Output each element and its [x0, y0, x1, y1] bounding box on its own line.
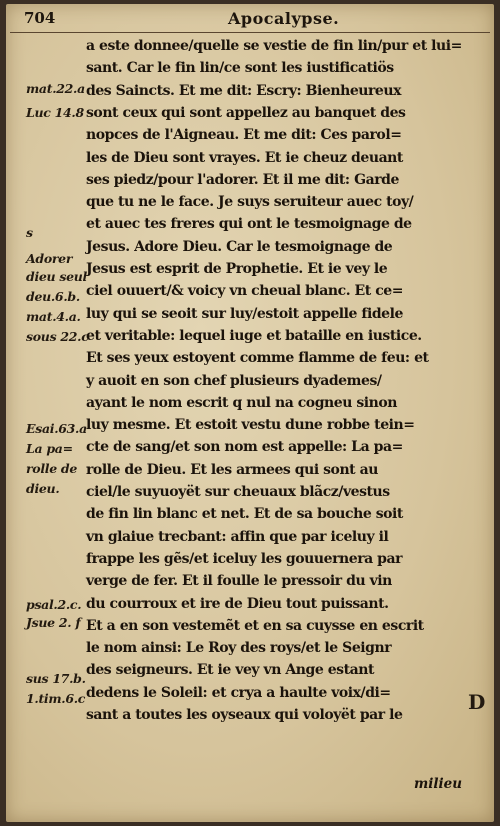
- margin-note: Esai.63.a: [26, 421, 87, 436]
- text-line: les de Dieu sont vrayes. Et ie cheuz deuant: [86, 149, 403, 166]
- margin-note: mat.22.a: [26, 81, 85, 96]
- text-line: luy mesme. Et estoit vestu dune robbe tein=: [86, 417, 415, 434]
- margin-note: dieu.: [26, 481, 60, 496]
- text-line: et auec tes freres qui ont le tesmoignage de: [86, 216, 412, 233]
- text-line: Jesus. Adore Dieu. Car le tesmoignage de: [86, 238, 393, 255]
- margin-note: La pa=: [26, 441, 73, 456]
- margin-note: dieu seul: [26, 269, 88, 284]
- text-line: des seigneurs. Et ie vey vn Ange estant: [86, 662, 375, 679]
- text-line: vn glaiue trecbant: affin que par iceluy il: [86, 528, 389, 545]
- text-line: ciel ouuert/& voicy vn cheual blanc. Et ce=: [86, 283, 404, 300]
- text-line: des Saincts. Et me dit: Escry: Bienheureux: [86, 82, 402, 99]
- text-line: nopces de l'Aigneau. Et me dit: Ces parol=: [86, 127, 402, 144]
- text-line: dedens le Soleil: et crya a haulte voix/di=: [86, 684, 391, 701]
- text-line: Et ses yeux estoyent comme flamme de feu: et: [86, 350, 429, 367]
- text-line: verge de fer. Et il foulle le pressoir du vin: [86, 573, 392, 590]
- margin-note: Jsue 2. f: [26, 615, 81, 630]
- margin-note: sus 17.b.: [26, 671, 86, 686]
- margin-note: 1.tim.6.c: [26, 691, 86, 706]
- running-title: Apocalypse.: [228, 9, 340, 28]
- header-rule: [10, 32, 490, 33]
- text-line: sont ceux qui sont appellez au banquet des: [86, 104, 406, 121]
- text-line: ayant le nom escrit q nul na cogneu sinon: [86, 394, 398, 411]
- book-page: [6, 4, 494, 822]
- text-line: du courroux et ire de Dieu tout puissant.: [86, 595, 389, 612]
- text-line: et veritable: lequel iuge et bataille en iustice.: [86, 327, 422, 344]
- catchword: milieu: [414, 776, 463, 792]
- text-line: sant a toutes les oyseaux qui voloyët par le: [86, 707, 403, 723]
- text-line: a este donnee/quelle se vestie de fin lin/pur et lui=: [86, 38, 462, 54]
- margin-note: Luc 14.8: [26, 105, 84, 120]
- margin-note: sous 22.c: [26, 329, 89, 344]
- text-line: cte de sang/et son nom est appelle: La pa=: [86, 439, 403, 456]
- text-line: frappe les gẽs/et iceluy les gouuernera par: [86, 550, 403, 567]
- text-line: luy qui se seoit sur luy/estoit appelle fidele: [86, 305, 403, 322]
- page-number: 704: [24, 9, 56, 27]
- text-line: Jesus est esprit de Prophetie. Et ie vey le: [86, 261, 388, 277]
- text-line: sant. Car le fin lin/ce sont les iustificatiös: [86, 60, 394, 77]
- margin-note: Adorer: [26, 251, 73, 266]
- text-line: y auoit en son chef plusieurs dyademes/: [86, 372, 382, 389]
- text-line: de fin lin blanc et net. Et de sa bouche soit: [86, 506, 403, 523]
- margin-note: deu.6.b.: [26, 289, 80, 304]
- page-header: [6, 6, 494, 32]
- text-line: rolle de Dieu. Et les armees qui sont au: [86, 461, 378, 478]
- text-line: ses piedz/pour l'adorer. Et il me dit: Garde: [86, 171, 399, 188]
- text-line: que tu ne le face. Je suys seruiteur auec toy/: [86, 194, 414, 211]
- text-line: ciel/le suyuoyët sur cheuaux blãcz/vestus: [86, 484, 390, 500]
- margin-note: psal.2.c.: [26, 597, 82, 612]
- margin-note: mat.4.a.: [26, 309, 81, 324]
- right-margin-letter: D: [468, 690, 486, 714]
- text-line: le nom ainsi: Le Roy des roys/et le Seignr: [86, 640, 392, 657]
- margin-note: s: [26, 225, 33, 240]
- margin-note: rolle de: [26, 461, 78, 476]
- text-line: Et a en son vestemẽt et en sa cuysse en escrit: [86, 617, 424, 634]
